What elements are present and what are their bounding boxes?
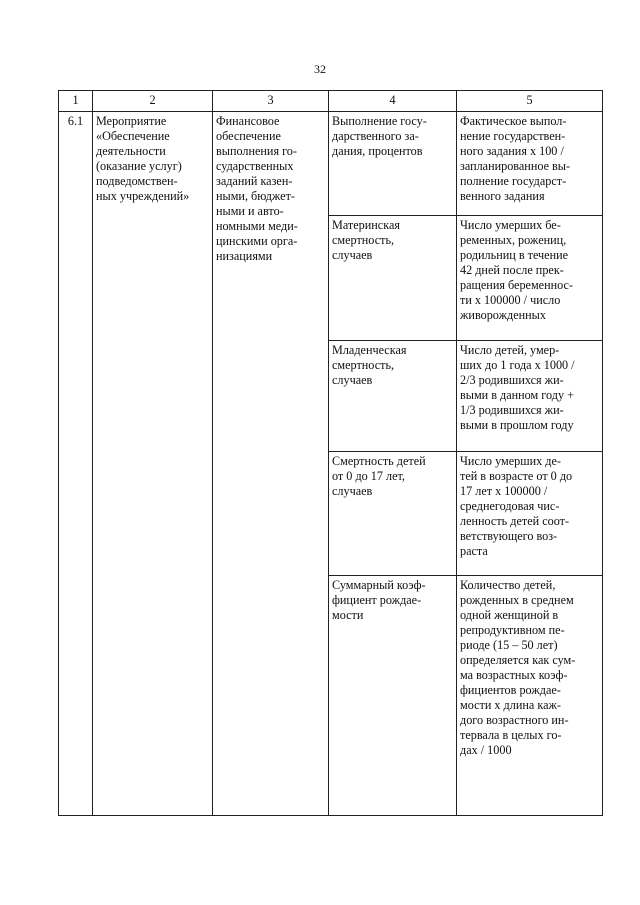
column-header: 4 xyxy=(329,91,457,112)
formula-line: мости x длина каж- xyxy=(460,698,561,712)
activity-line: Мероприятие xyxy=(96,114,167,128)
financing-line: низациями xyxy=(216,249,273,263)
activity-line: (оказание услуг) xyxy=(96,159,182,173)
activity-line: ных учреждений» xyxy=(96,189,190,203)
formula-line: ших до 1 года x 1000 / xyxy=(460,358,575,372)
financing-line: ными и авто- xyxy=(216,204,284,218)
indicators-table xyxy=(58,90,603,816)
financing-line: выполнения го- xyxy=(216,144,297,158)
indicator-name-line: Смертность детей xyxy=(332,454,426,468)
indicator-name-line: случаев xyxy=(332,248,373,262)
formula-line: фициентов рождае- xyxy=(460,683,561,697)
indicator-name-line: Материнская xyxy=(332,218,400,232)
formula-line: 17 лет x 100000 / xyxy=(460,484,548,498)
row-number: 6.1 xyxy=(59,112,93,816)
indicator-formula xyxy=(457,341,603,452)
indicator-name xyxy=(329,112,457,216)
column-header: 2 xyxy=(93,91,213,112)
formula-line: ременных, рожениц, xyxy=(460,233,567,247)
formula-line: тей в возрасте от 0 до xyxy=(460,469,573,483)
financing-line: заданий казен- xyxy=(216,174,293,188)
financing-line: номными меди- xyxy=(216,219,298,233)
formula-line: Фактическое выпол- xyxy=(460,114,567,128)
page-number: 32 xyxy=(314,62,326,76)
formula-line: ного задания x 100 / xyxy=(460,144,564,158)
indicator-name-line: Младенческая xyxy=(332,343,407,357)
formula-line: одной женщиной в xyxy=(460,608,559,622)
formula-line: ти x 100000 / число xyxy=(460,293,561,307)
indicator-name-line: дарственного за- xyxy=(332,129,419,143)
formula-line: дого возрастного ин- xyxy=(460,713,569,727)
formula-line: ма возрастных коэф- xyxy=(460,668,568,682)
indicator-name-line: фициент рождае- xyxy=(332,593,422,607)
activity-line: «Обеспечение xyxy=(96,129,170,143)
formula-line: рожденных в среднем xyxy=(460,593,574,607)
financing-line: цинскими орга- xyxy=(216,234,298,248)
formula-line: живорожденных xyxy=(460,308,546,322)
financing-cell xyxy=(213,112,329,816)
column-header: 3 xyxy=(213,91,329,112)
formula-line: репродуктивном пе- xyxy=(460,623,565,637)
column-header: 1 xyxy=(59,91,93,112)
indicator-name-line: дания, процентов xyxy=(332,144,423,158)
column-header: 5 xyxy=(457,91,603,112)
formula-line: 42 дней после прек- xyxy=(460,263,564,277)
formula-line: тервала в целых го- xyxy=(460,728,562,742)
formula-line: ленность детей соот- xyxy=(460,514,570,528)
activity-line: подведомствен- xyxy=(96,174,178,188)
formula-line: 1/3 родившихся жи- xyxy=(460,403,564,417)
indicator-formula xyxy=(457,112,603,216)
formula-line: Число детей, умер- xyxy=(460,343,560,357)
header-row xyxy=(59,91,603,112)
formula-line: дах / 1000 xyxy=(460,743,512,757)
financing-line: сударственных xyxy=(216,159,294,173)
formula-line: Число умерших де- xyxy=(460,454,561,468)
formula-line: запланированное вы- xyxy=(460,159,571,173)
indicator-formula xyxy=(457,216,603,341)
indicator-name-line: Суммарный коэф- xyxy=(332,578,426,592)
table-row xyxy=(59,112,603,216)
formula-line: риоде (15 – 50 лет) xyxy=(460,638,558,652)
indicator-name-line: от 0 до 17 лет, xyxy=(332,469,405,483)
financing-line: обеспечение xyxy=(216,129,281,143)
indicator-name-line: мости xyxy=(332,608,364,622)
formula-line: ветствующего воз- xyxy=(460,529,558,543)
formula-line: 2/3 родившихся жи- xyxy=(460,373,564,387)
indicator-name-line: смертность, xyxy=(332,358,395,372)
activity-cell xyxy=(93,112,213,816)
financing-line: Финансовое xyxy=(216,114,280,128)
formula-line: раста xyxy=(460,544,488,558)
indicator-name-line: Выполнение госу- xyxy=(332,114,427,128)
indicator-name xyxy=(329,216,457,341)
formula-line: полнение государст- xyxy=(460,174,567,188)
formula-line: родильниц в течение xyxy=(460,248,569,262)
indicator-name xyxy=(329,452,457,576)
indicator-formula xyxy=(457,452,603,576)
formula-line: нение государствен- xyxy=(460,129,566,143)
formula-line: выми в данном году + xyxy=(460,388,574,402)
formula-line: Количество детей, xyxy=(460,578,556,592)
indicator-name xyxy=(329,341,457,452)
activity-line: деятельности xyxy=(96,144,166,158)
indicator-name xyxy=(329,576,457,816)
formula-line: ращения беременнос- xyxy=(460,278,573,292)
indicator-formula xyxy=(457,576,603,816)
indicator-name-line: случаев xyxy=(332,373,373,387)
indicator-name-line: смертность, xyxy=(332,233,395,247)
formula-line: венного задания xyxy=(460,189,545,203)
formula-line: Число умерших бе- xyxy=(460,218,561,232)
formula-line: определяется как сум- xyxy=(460,653,576,667)
financing-line: ными, бюджет- xyxy=(216,189,295,203)
formula-line: выми в прошлом году xyxy=(460,418,574,432)
indicator-name-line: случаев xyxy=(332,484,373,498)
formula-line: среднегодовая чис- xyxy=(460,499,560,513)
